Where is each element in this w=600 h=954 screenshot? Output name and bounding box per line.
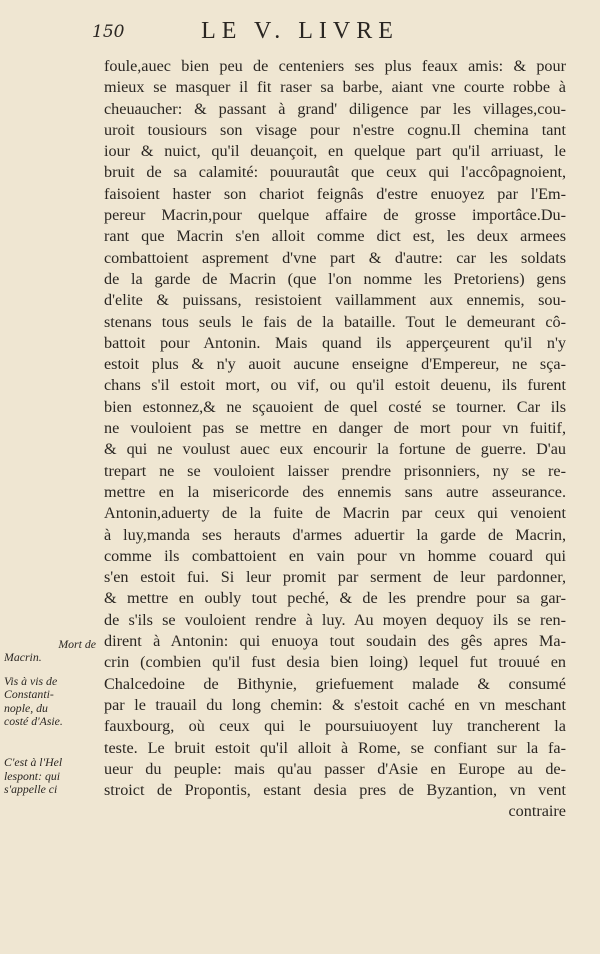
margin-note-line: Macrin. — [4, 651, 42, 665]
text-line: s'en estoit fui. Si leur promit par serment de leur pardonner, — [104, 568, 566, 587]
text-line: & mettre en oubly tout peché, & de les prendre pour sa gar- — [104, 589, 566, 608]
text-line: & qui ne voulust auec eux encourir la fortune de guerre. D'au — [104, 440, 566, 459]
text-line: fauxbourg, où ceux qui le poursuiuoyent luy trancherent la — [104, 717, 566, 736]
text-line: iour & nuict, qu'il deuançoit, en quelque part qu'il arriuast, le — [104, 142, 566, 161]
text-line: pereur Macrin,pour quelque affaire de grosse importâce.Du- — [104, 206, 566, 225]
margin-note-line: Vis à vis de — [4, 674, 58, 688]
text-line: de la garde de Macrin (que l'on nomme les Pretoriens) gens — [104, 269, 566, 288]
text-line: contraire — [508, 802, 566, 821]
text-line: de s'ils se vouloient rendre à luy. Au moyen dequoy ils se ren- — [104, 610, 566, 629]
margin-note-line: nople, du — [4, 701, 48, 715]
text-line: faisoient haster son chariot feignâs d'estre enuoyez par l'Em- — [104, 184, 566, 203]
margin-note-line: C'est à l'Hel — [4, 756, 63, 770]
page-number: 150 — [92, 22, 125, 42]
margin-note-line: costé d'Asie. — [4, 715, 63, 729]
margin-note-line: Mort de — [58, 638, 96, 651]
text-line: stroict de Propontis, estant desia pres de Byzantion, vn vent — [104, 781, 566, 800]
text-line: ueur du peuple: mais qu'au passer d'Asie en Europe au de- — [104, 759, 566, 778]
text-line: trepart ne se vouloient laisser prendre prisonniers, ny se re- — [104, 461, 566, 480]
margin-note-line: s'appelle ci — [4, 783, 58, 797]
text-line: battoit pour Antonin. Mais quand ils apperçeurent qu'il n'y — [104, 333, 566, 352]
text-line: teste. Le bruit estoit qu'il alloit à Rome, se confiant sur la fa- — [104, 738, 566, 757]
margin-note-hellespont — [4, 756, 96, 796]
margin-notes — [4, 638, 96, 797]
text-line: combattoient asprement d'vne part & d'autre: car les soldats — [104, 248, 566, 267]
text-line: stenans tous seuls le fais de la bataille. Tout le demeurant cô- — [104, 312, 566, 331]
text-line: par le trauail du long chemin: & s'estoit caché en vn meschant — [104, 695, 566, 714]
text-line: d'elite & puissans, resistoient vaillamment aux ennemis, sou- — [104, 291, 566, 310]
margin-note-location — [4, 675, 96, 729]
text-line: cheuaucher: & passant à grand' diligence par les villages,cou- — [104, 99, 566, 118]
margin-note-line: lespont: qui — [4, 769, 61, 783]
text-line: à luy,manda ses herauts d'armes aduertir la garde de Macrin, — [104, 525, 566, 544]
body-text — [104, 56, 566, 823]
text-line: uroit tousiours son visage pour n'estre cognu.Il chemina tant — [104, 120, 566, 139]
text-line: rant que Macrin s'en alloit comme dict est, les deux armees — [104, 227, 566, 246]
text-line: crin (combien qu'il fust desia bien loing) lequel fut trouué en — [104, 653, 566, 672]
text-line: Antonin,aduerty de la fuite de Macrin par ceux qui venoient — [104, 504, 566, 523]
text-line: mieux se masquer il fit raser sa barbe, aiant vne courte robbe à — [104, 78, 566, 97]
margin-note-line: Constanti- — [4, 688, 54, 702]
text-line: foule,auec bien peu de centeniers ses plus feaux amis: & pour — [104, 57, 566, 75]
text-line: bruit de sa calamité: pouurautât que ceux qui l'accôpagnoient, — [104, 163, 566, 182]
text-line: bien estonnez,& ne sçauoient de quel costé se tourner. Car ils — [104, 397, 566, 416]
text-line: estoit plus & n'y auoit aucune enseigne d'Empereur, ne sça- — [104, 355, 566, 374]
text-line: chans s'il estoit mort, ou vif, ou qu'il estoit deuenu, ils furent — [104, 376, 566, 395]
text-line: mettre en la misericorde des ennemis sans autre asseurance. — [104, 482, 566, 501]
text-line: comme ils combattoient en vain pour vn homme couard qui — [104, 546, 566, 565]
text-line: ne vouloient pas se mettre en danger de mort pour vn fuitif, — [104, 419, 566, 438]
text-line: dirent à Antonin: qui enuoya tout soudain des gês apres Ma- — [104, 632, 566, 651]
text-line: Chalcedoine de Bithynie, griefuement malade & consumé — [104, 674, 566, 693]
running-head: LE V. LIVRE — [201, 18, 399, 44]
margin-note-death — [4, 638, 96, 665]
